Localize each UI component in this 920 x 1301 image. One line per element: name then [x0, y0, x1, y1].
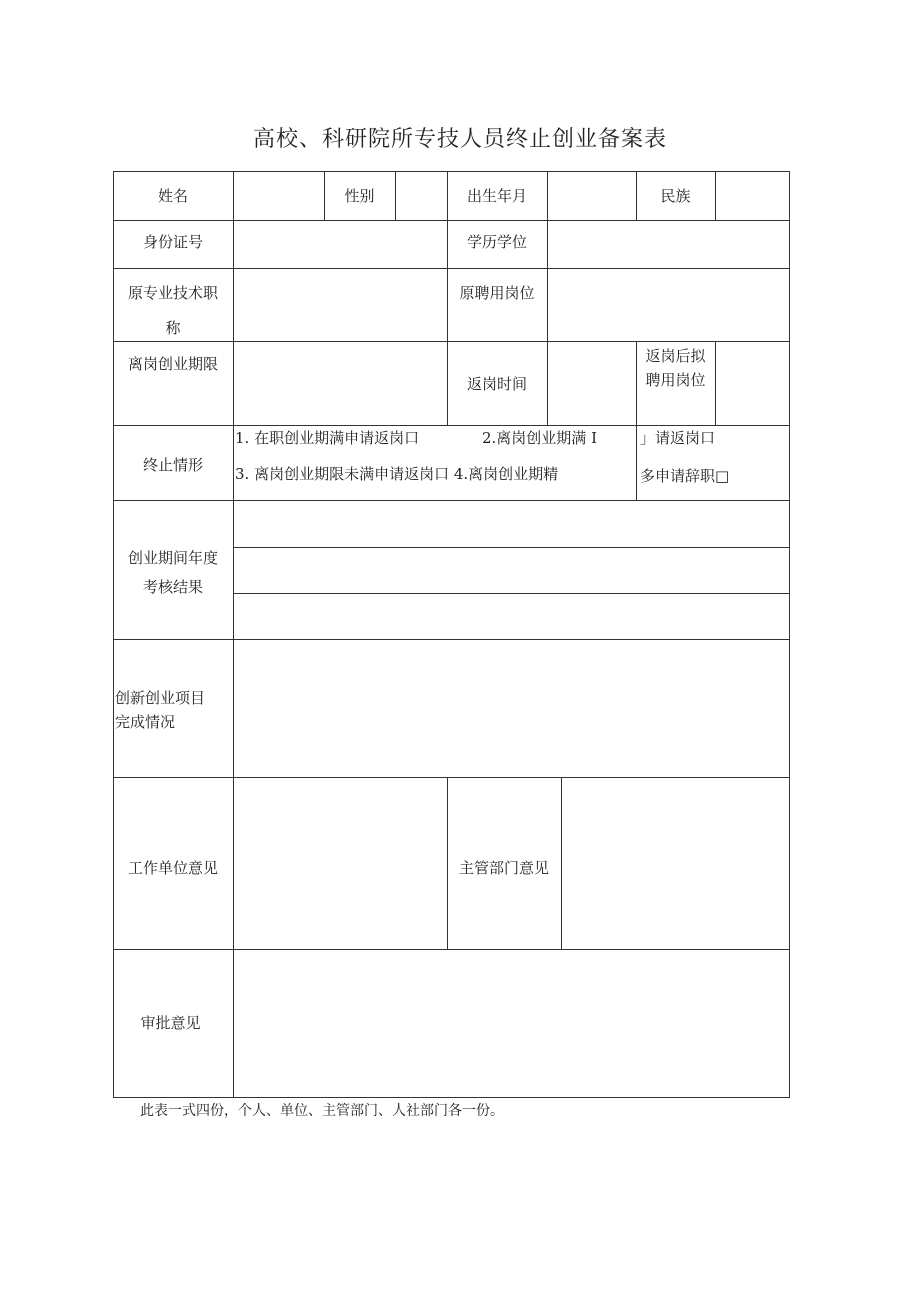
- education-label: 学历学位: [466, 233, 527, 251]
- col-border: [715, 171, 716, 220]
- unit-opinion-label: 工作单位意见: [127, 859, 218, 877]
- col-border: [395, 171, 396, 220]
- col-border: [636, 425, 637, 500]
- original-title-label: 原专业技术职: [127, 284, 218, 302]
- row-border: [113, 777, 790, 778]
- termination-option-4-cont: 多申请辞职□: [640, 467, 730, 485]
- row-border: [113, 171, 790, 172]
- col-border: [715, 341, 716, 425]
- row-border: [113, 268, 790, 269]
- col-border: [547, 220, 548, 425]
- termination-option-2: 2.离岗创业期满 I: [482, 429, 598, 447]
- col-border: [561, 777, 562, 949]
- col-border: [113, 171, 114, 1098]
- row-border: [233, 547, 790, 548]
- row-border: [113, 220, 790, 221]
- col-border: [789, 171, 790, 1098]
- footnote: 此表一式四份，个人、单位、主管部门、人社部门各一份。: [140, 1103, 504, 1119]
- original-title-label-2: 称: [165, 319, 181, 337]
- row-border: [113, 949, 790, 950]
- row-border: [113, 341, 790, 342]
- post-after-return-label-2: 聘用岗位: [645, 371, 706, 389]
- termination-option-1: 1. 在职创业期满申请返岗口: [235, 429, 420, 447]
- termination-label: 终止情形: [142, 456, 203, 474]
- department-opinion-label: 主管部门意见: [458, 859, 549, 877]
- name-label: 姓名: [157, 187, 188, 205]
- return-time-label: 返岗时间: [466, 375, 527, 393]
- post-after-return-label: 返岗后拟: [645, 347, 706, 365]
- row-border: [113, 1097, 790, 1098]
- project-completion-label: 创新创业项目: [115, 689, 206, 707]
- row-border: [113, 639, 790, 640]
- approval-opinion-label: 审批意见: [140, 1014, 201, 1032]
- form-title: 高校、科研院所专技人员终止创业备案表: [252, 127, 667, 152]
- birth-label: 出生年月: [466, 187, 527, 205]
- leave-period-label: 离岗创业期限: [127, 355, 218, 373]
- ethnicity-label: 民族: [660, 187, 691, 205]
- original-post-label: 原聘用岗位: [459, 284, 535, 302]
- gender-label: 性别: [344, 187, 375, 205]
- termination-option-2-cont: 」请返岗口: [640, 429, 716, 447]
- annual-assessment-label-2: 考核结果: [142, 578, 203, 596]
- col-border: [233, 171, 234, 1098]
- id-number-label: 身份证号: [142, 233, 203, 251]
- row-border: [113, 500, 790, 501]
- termination-option-3: 3. 离岗创业期限未满申请返岗口 4.离岗创业期精: [235, 465, 559, 483]
- project-completion-label-2: 完成情况: [115, 713, 176, 731]
- annual-assessment-label: 创业期间年度: [127, 549, 218, 567]
- row-border: [233, 593, 790, 594]
- row-border: [113, 425, 790, 426]
- col-border: [547, 171, 548, 220]
